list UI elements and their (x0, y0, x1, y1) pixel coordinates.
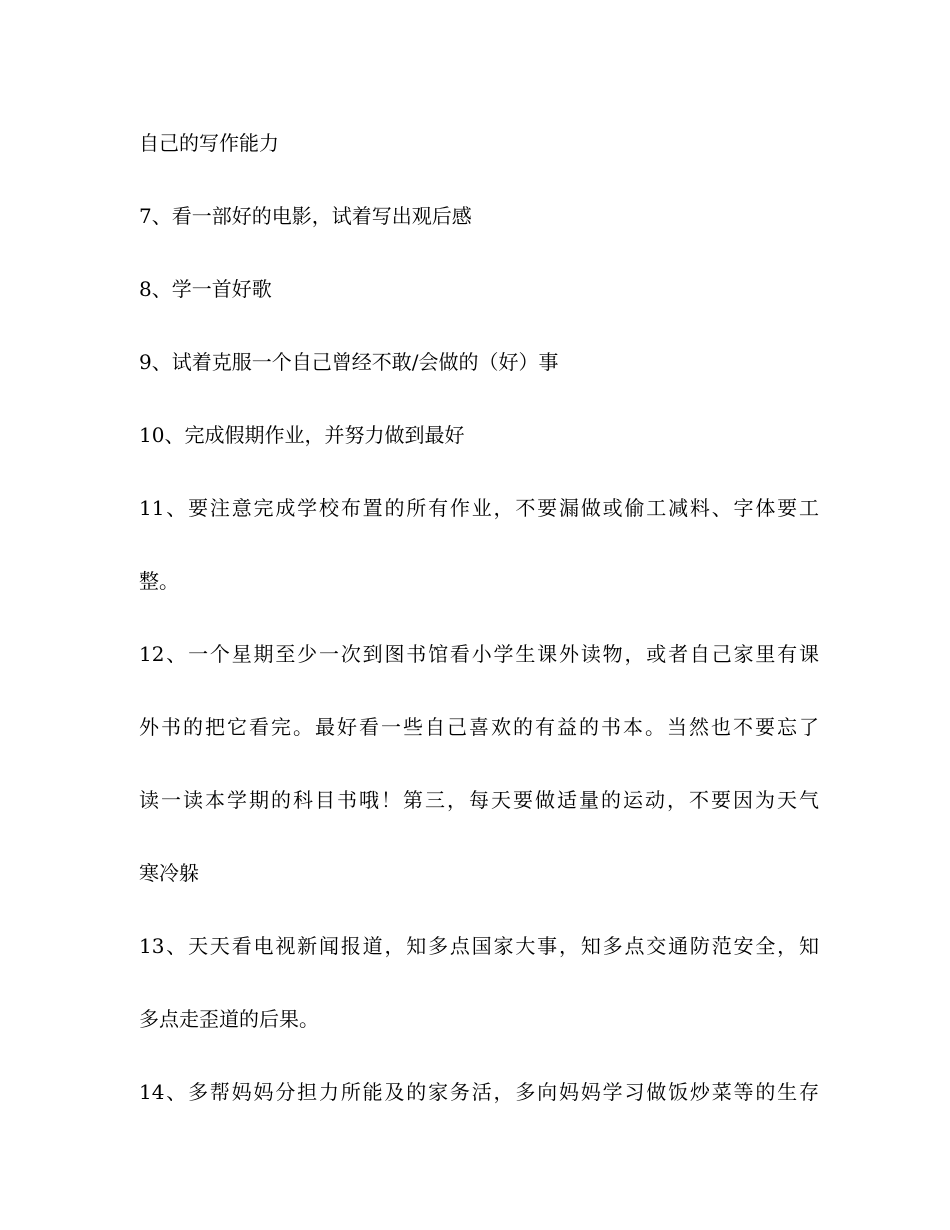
list-item-14: 14、多帮妈妈分担力所能及的家务活，多向妈妈学习做饭炒菜等的生存 (139, 1080, 819, 1104)
text-line: 外书的把它看完。最好看一些自己喜欢的有益的书本。当然也不要忘了 (139, 715, 819, 739)
list-item-10: 10、完成假期作业，并努力做到最好 (139, 423, 465, 447)
list-item-13: 13、天天看电视新闻报道，知多点国家大事，知多点交通防范安全，知 (139, 934, 819, 958)
list-item-7: 7、看一部好的电影，试着写出观后感 (139, 204, 472, 228)
list-item-11: 11、要注意完成学校布置的所有作业，不要漏做或偷工减料、字体要工 (139, 496, 819, 520)
list-item-8: 8、学一首好歌 (139, 277, 272, 301)
text-line: 读一读本学期的科目书哦！第三，每天要做适量的运动，不要因为天气 (139, 788, 819, 812)
list-item-9: 9、试着克服一个自己曾经不敢/会做的（好）事 (139, 350, 559, 374)
text-line: 寒冷躲 (139, 861, 199, 885)
text-line: 多点走歪道的后果。 (139, 1007, 319, 1031)
text-line: 整。 (139, 569, 179, 593)
list-item-12: 12、一个星期至少一次到图书馆看小学生课外读物，或者自己家里有课 (139, 642, 819, 666)
text-line: 自己的写作能力 (139, 131, 279, 155)
